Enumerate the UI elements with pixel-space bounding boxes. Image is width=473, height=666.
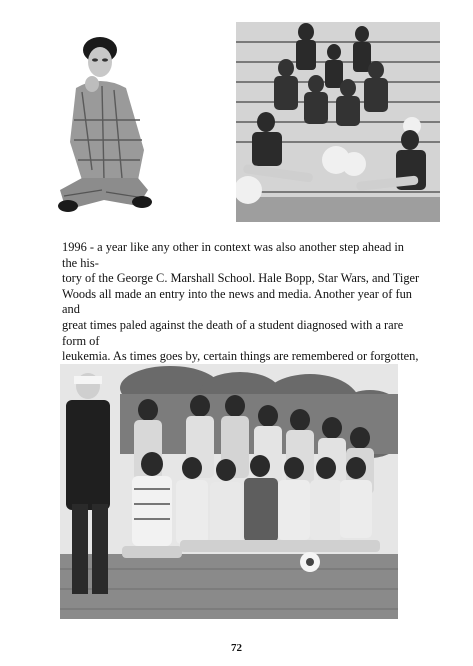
page-number: 72 [231,642,242,654]
photo-cheerleaders [236,22,440,222]
caption-line: tory of the George C. Marshall School. Hale Bopp, Star Wars, and Tiger [62,271,420,286]
photo-team-group [60,364,398,619]
caption-line: leukemia. As times goes by, certain things are remembered or forgotten, [62,349,419,364]
photo-man-seated [52,30,158,216]
caption-line: 1996 - a year like any other in context was also another step ahead in the his- [62,240,405,270]
caption-line: Woods all made an entry into the news and media. Another year of fun and [62,286,412,317]
caption-line: great times paled against the death of a student diagnosed with a rare form of [62,317,404,348]
